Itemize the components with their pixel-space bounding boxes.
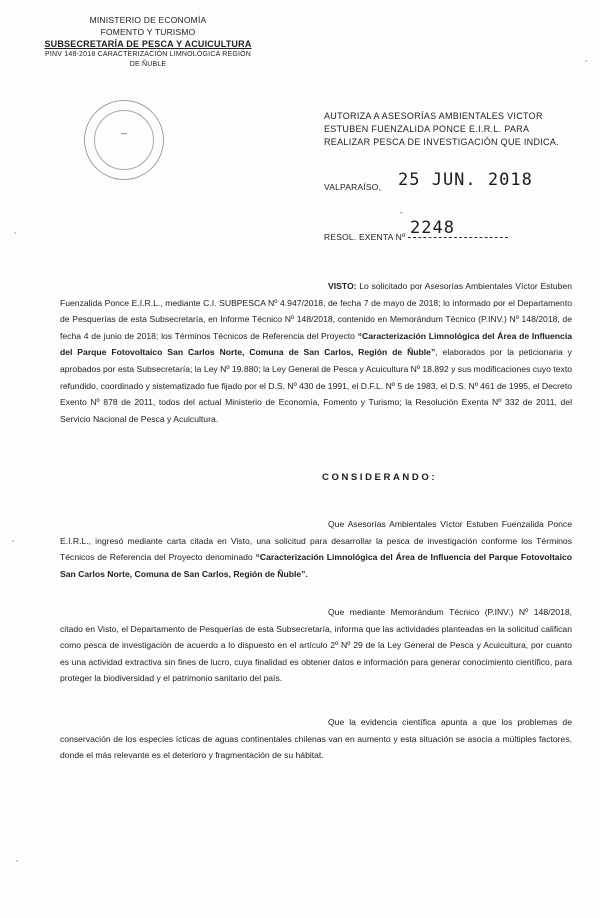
- visto-paragraph: [60, 278, 572, 427]
- clause-3-text: Que la evidencia científica apunta a que los problemas de conservación de los especies ícticas de aguas continentales chilenas van en aumento y esta situación se asocia a múltiples factores, donde el más relevante es el deterioro y fragmentación de su hábitat.: [60, 717, 572, 761]
- place-label: VALPARAÍSO,: [324, 182, 382, 192]
- clause-2-text: Que mediante Memorándum Técnico (P.INV.) Nº 148/2018, citado en Visto, el Departamento de Pesquerías de esta Subsecretaría, informa que las actividades planteadas en la solicitud califican como pesca de investigación de acuerdo a lo dispuesto en el artículo 2º Nº 29 de la Ley General de Pesca y Acuicultura, por cuanto es una actividad extractiva sin fines de lucro, cuya finalidad es obtener datos e información para generar conocimiento científico, para proteger la biodiversidad y el patrimonio sanitario del país.: [60, 607, 572, 684]
- scan-speck: [585, 60, 587, 62]
- file-reference: PINV 148-2018 CARACTERIZACIÓN LIMNOLÓGICA REGIÓN: [44, 51, 252, 58]
- scan-speck: [16, 860, 18, 862]
- clause-1-project-title: “Caracterización Limnológica del Área de Influencia del Parque Fotovoltaico San Carlos Norte, Comuna de San Carlos, Región de Ñuble”.: [60, 552, 572, 579]
- resolution-dash: -: [400, 208, 403, 217]
- visto-text-after: , elaborados por la peticionaria y aprobados por esta Subsecretaría; la Ley Nº 19.880; la Ley General de Pesca y Acuicultura Nº 18.892 y sus modificaciones cuyo texto refundido, coordinado y sistematizado fue fijado por el D.S. Nº 430 de 1991, el D.F.L. Nº 5 de 1983, el D.S. Nº 461 de 1995, el Decreto Exento Nº 878 de 2011, todos del actual Ministerio de Economía, Fomento y Turismo; la Resolución Exenta Nº 332 de 2011, del Servicio Nacional de Pesca y Acuicultura.: [60, 347, 572, 424]
- official-stamp: [84, 100, 164, 180]
- visto-project-title: “Caracterización Limnológica del Área de Influencia del Parque Fotovoltaico San Carlos Norte, Comuna de San Carlos, Región de Ñuble”: [60, 330, 573, 358]
- ministry-name: MINISTERIO DE ECONOMÍA: [89, 15, 207, 25]
- considerando-heading: CONSIDERANDO:: [322, 472, 438, 483]
- visto-label: VISTO:: [328, 281, 357, 291]
- clause-1-text: Que Asesorías Ambientales Víctor Estuben Fuenzalida Ponce E.I.R.L., ingresó mediante carta citada en Visto, una solicitud para desarrollar la pesca de investigación conforme los Términos Técnicos de Referencia del Proyecto denominado: [60, 519, 572, 563]
- ministry-header: [38, 14, 258, 70]
- scan-speck: [14, 232, 16, 234]
- clause-3: [60, 714, 572, 764]
- clause-2: [60, 604, 572, 687]
- clause-1: [60, 516, 572, 582]
- date-stamp: 25 JUN. 2018: [398, 170, 533, 190]
- resolution-label: RESOL. EXENTA Nº: [324, 232, 406, 242]
- visto-text-before: Lo solicitado por Asesorías Ambientales Víctor Estuben Fuenzalida Ponce E.I.R.L., mediante C.I. SUBPESCA Nº 4.947/2018, de fecha 7 de mayo de 2018; lo informado por el Departamento de Pesquerías de esta Subsecretaría, en Informe Técnico Nº 148/2018, contenido en Memorándum Técnico (P.INV.) Nº 148/2018, de fecha 4 de junio de 2018; los Términos Técnicos de Referencia del Proyecto: [60, 281, 572, 341]
- ministry-subtitle: FOMENTO Y TURISMO: [100, 27, 196, 37]
- resolution-number: 2248: [410, 218, 455, 238]
- stamp-text: •••: [120, 132, 128, 138]
- file-reference-region: DE ÑUBLE: [129, 61, 167, 68]
- scan-speck: [12, 540, 14, 542]
- resolution-underline: [408, 237, 508, 238]
- subsecretaria-name: SUBSECRETARÍA DE PESCA Y ACUICULTURA: [44, 39, 252, 49]
- resolution-subject: AUTORIZA A ASESORÍAS AMBIENTALES VICTOR ESTUBEN FUENZALIDA PONCE E.I.R.L. PARA REALIZAR PESCA DE INVESTIGACIÓN QUE INDICA.: [324, 111, 559, 147]
